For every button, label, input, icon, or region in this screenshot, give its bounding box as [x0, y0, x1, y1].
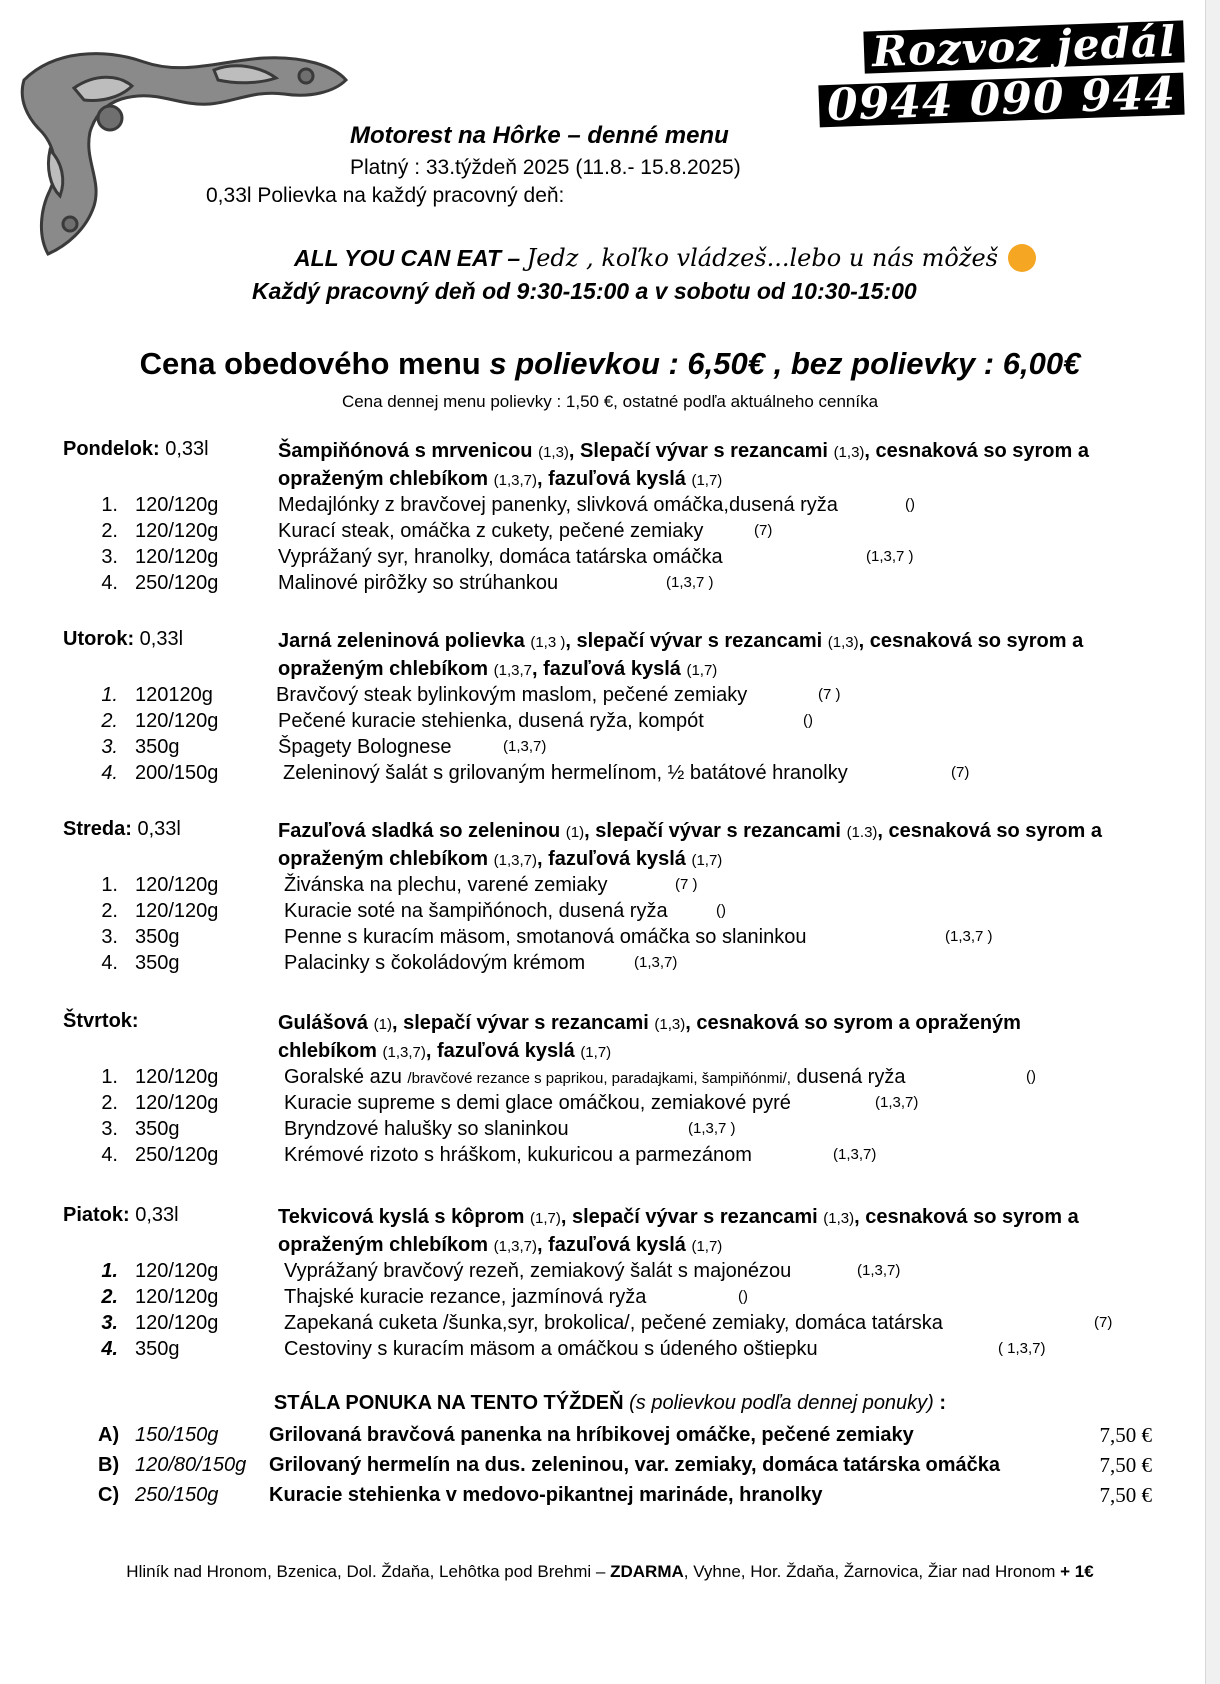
- separator: ,: [425, 1040, 437, 1062]
- soup-list: [278, 1010, 1093, 1066]
- allergen-code: (): [716, 902, 726, 919]
- dish-number: 1.: [101, 1066, 118, 1088]
- dish-number: 2.: [101, 1286, 118, 1308]
- soup-name: Slepačí vývar s rezancami: [580, 440, 828, 462]
- dish-text: Penne s kuracím mäsom, smotanová omáčka so slaninkou: [284, 926, 807, 948]
- dish-name: [284, 924, 806, 950]
- smiley-icon: [1008, 244, 1036, 272]
- dish-number: 3.: [101, 1118, 118, 1140]
- offer-letter: A): [98, 1424, 120, 1446]
- soup-name: cesnaková so syrom a opraženým chlebíkom: [278, 440, 1089, 490]
- allergen-code: (1,3): [823, 1210, 855, 1227]
- ayce-motto: Jedz , koľko vládzeš...lebo u nás môžeš: [526, 244, 998, 272]
- soup-name: cesnaková so syrom a opraženým chlebíkom: [278, 1012, 1021, 1062]
- dish-number: 3.: [101, 926, 118, 948]
- allergen-code: (7): [1094, 1314, 1113, 1331]
- allergen-code: (1,3,7 ): [945, 928, 993, 945]
- dish-weight: 350g: [135, 1118, 180, 1140]
- dish-row: [0, 924, 1220, 950]
- dish-number: 2.: [101, 710, 118, 732]
- offer-letter: C): [98, 1484, 120, 1506]
- allergen-code: (1,3,7): [833, 1146, 877, 1163]
- separator: ,: [685, 1012, 697, 1034]
- dish-row: [0, 1090, 1220, 1116]
- allergen-code: (1,7): [691, 1238, 723, 1255]
- soup-list: [278, 628, 1148, 684]
- dish-number: 4.: [101, 762, 118, 784]
- dish-text: Cestoviny s kuracím mäsom a omáčkou s údeného oštiepku: [284, 1338, 818, 1360]
- soup-name: fazuľová kyslá: [548, 1234, 686, 1256]
- day-name: [63, 1204, 179, 1227]
- dish-weight: 120/120g: [135, 1312, 219, 1334]
- allergen-code: (1,3,7: [493, 662, 532, 679]
- soup-name: Šampiňónová s mrvenicou: [278, 440, 533, 462]
- dish-name: [284, 1116, 569, 1142]
- soup-list: [278, 1204, 1148, 1260]
- dish-row: [0, 1064, 1220, 1090]
- dish-number: 4.: [101, 1144, 118, 1166]
- soup-name: Gulášová: [278, 1012, 369, 1034]
- permanent-offer-heading: [0, 1392, 1220, 1415]
- dish-number: 2.: [101, 1092, 118, 1114]
- allergen-code: (1,7): [686, 662, 718, 679]
- dish-number: 4.: [101, 1338, 118, 1360]
- allergen-code: (1,7): [530, 1210, 561, 1227]
- dish-weight: 350g: [135, 736, 180, 758]
- dish-number: 4.: [101, 952, 118, 974]
- separator: ,: [864, 440, 876, 462]
- dish-weight: 120/120g: [135, 546, 219, 568]
- validity-period: Platný : 33.týždeň 2025 (11.8.- 15.8.2025): [350, 156, 741, 179]
- offer-letter: B): [98, 1454, 120, 1476]
- dish-row: [0, 1310, 1220, 1336]
- separator: ,: [877, 820, 889, 842]
- day-name: [63, 628, 183, 651]
- allergen-code: (): [1026, 1068, 1036, 1085]
- soup-name: slepačí vývar s rezancami: [576, 630, 823, 652]
- soup-name: cesnaková so syrom a opraženým chlebíkom: [278, 820, 1102, 870]
- opening-hours: Každý pracovný deň od 9:30-15:00 a v sobotu od 10:30-15:00: [252, 278, 917, 304]
- dish-row: [0, 492, 1220, 518]
- day-name: [63, 818, 181, 841]
- allergen-code: (1,3,7): [493, 852, 537, 869]
- allergen-code: (1): [565, 824, 585, 841]
- dish-weight: 120/120g: [135, 1286, 219, 1308]
- price-text-c: polievkou : 6,50€ , bez polievky : 6,00€: [506, 346, 1081, 381]
- allergen-code: (7): [754, 522, 773, 539]
- separator: ,: [531, 658, 544, 680]
- soup-name: Jarná zeleninová polievka: [278, 630, 525, 652]
- allergen-code: (1,3): [833, 444, 865, 461]
- dish-row: [0, 708, 1220, 734]
- dish-text: Zapekaná cuketa /šunka,syr, brokolica/, pečené zemiaky, domáca tatárska: [284, 1312, 943, 1334]
- dish-name: [284, 1142, 752, 1168]
- separator: ,: [854, 1206, 866, 1228]
- dish-number: 3.: [101, 1312, 118, 1334]
- allergen-code: (1,3,7 ): [666, 574, 714, 591]
- offer-price: 7,50 €: [1099, 1423, 1152, 1447]
- dish-list: [0, 682, 1220, 786]
- dish-weight: 120/120g: [135, 1066, 219, 1088]
- soup-volume: 0,33l: [135, 1204, 179, 1226]
- dish-row: [0, 682, 1220, 708]
- dish-name: [284, 1064, 905, 1092]
- paid-towns: , Vyhne, Hor. Ždaňa, Žarnovica, Žiar nad Hronom: [683, 1562, 1061, 1581]
- soup-volume: 0,33l: [137, 818, 181, 840]
- price-text-b: s: [489, 346, 507, 381]
- dish-number: 1.: [101, 684, 118, 706]
- allergen-code: (1,7): [691, 852, 723, 869]
- allergen-code: (1,7): [691, 472, 723, 489]
- dish-name: [284, 1310, 943, 1336]
- allergen-code: (1,7): [580, 1044, 612, 1061]
- dish-weight: 120/120g: [135, 710, 219, 732]
- dish-name: [278, 734, 451, 760]
- soup-list: [278, 438, 1148, 494]
- soup-name: slepačí vývar s rezancami: [595, 820, 841, 842]
- dish-text: Zeleninový šalát s grilovaným hermelínom, ½ batátové hranolky: [283, 762, 848, 784]
- dish-row: [0, 570, 1220, 596]
- price-text-a: Cena obedového menu: [139, 346, 490, 381]
- dish-weight: 250/120g: [135, 572, 219, 594]
- separator: ,: [560, 1206, 572, 1228]
- dish-weight: 120/120g: [135, 494, 219, 516]
- dish-text: Krémové rizoto s hráškom, kukuricou a parmezánom: [284, 1144, 752, 1166]
- separator: ,: [565, 630, 577, 652]
- dish-number: 4.: [101, 572, 118, 594]
- allergen-code: (): [803, 712, 813, 729]
- day-name: [63, 438, 209, 461]
- dish-name: [284, 1284, 646, 1310]
- separator: ,: [584, 820, 596, 842]
- allergen-code: (1,3): [654, 1016, 686, 1033]
- permanent-heading-text: STÁLA PONUKA NA TENTO TÝŽDEŇ: [273, 1392, 624, 1414]
- dish-name: [284, 1336, 818, 1362]
- day-name: [63, 1010, 139, 1033]
- all-you-can-eat-line: [294, 244, 1036, 274]
- soup-note: 0,33l Polievka na každý pracovný deň:: [206, 184, 565, 207]
- separator: ,: [858, 630, 870, 652]
- dish-weight: 120/120g: [135, 1092, 219, 1114]
- dish-row: [0, 1116, 1220, 1142]
- soup-name: fazuľová kyslá: [436, 1040, 575, 1062]
- dish-list: [0, 492, 1220, 596]
- dish-text: Vyprážaný bravčový rezeň, zemiakový šalát s majonézou: [284, 1260, 792, 1282]
- soup-name: Tekvicová kyslá s kôprom: [278, 1206, 525, 1228]
- soup-name: slepačí vývar s rezancami: [571, 1206, 818, 1228]
- dish-row: [0, 760, 1220, 786]
- dish-name: [284, 950, 585, 976]
- dish-name: [278, 570, 558, 596]
- permanent-offer-row: [0, 1420, 1220, 1450]
- allergen-code: (1,3): [538, 444, 569, 461]
- paid-label: + 1€: [1060, 1562, 1094, 1581]
- dish-row: [0, 950, 1220, 976]
- menu-price: [0, 346, 1220, 382]
- allergen-code: (): [738, 1288, 748, 1305]
- dish-text: Goralské azu: [284, 1066, 402, 1088]
- dish-text: Medajlónky z bravčovej panenky, slivková omáčka,dusená ryža: [278, 494, 838, 516]
- offer-dish: Kuracie stehienka v medovo-pikantnej marináde, hranolky: [269, 1484, 823, 1506]
- allergen-code: (1,3,7): [493, 472, 537, 489]
- soup-volume: 0,33l: [165, 438, 209, 460]
- allergen-code: (1,3): [827, 634, 859, 651]
- dish-number: 1.: [101, 1260, 118, 1282]
- dish-row: [0, 1284, 1220, 1310]
- dish-name: [278, 708, 704, 734]
- allergen-code: (7 ): [818, 686, 841, 703]
- dish-row: [0, 544, 1220, 570]
- allergen-code: (1,3,7): [857, 1262, 901, 1279]
- dish-weight: 120/120g: [135, 1260, 219, 1282]
- permanent-offer-row: [0, 1480, 1220, 1510]
- corner-ornament-icon: [14, 40, 354, 260]
- dish-list: [0, 872, 1220, 976]
- separator: ,: [391, 1012, 404, 1034]
- dish-number: 3.: [101, 736, 118, 758]
- day-label: Piatok:: [63, 1204, 130, 1226]
- dish-name: [284, 1090, 791, 1116]
- dish-number: 1.: [101, 874, 118, 896]
- delivery-label: Rozvoz jedál: [863, 20, 1184, 73]
- soup-name: fazuľová kyslá: [548, 848, 686, 870]
- dish-text: Špagety Bolognese: [278, 736, 452, 758]
- dish-weight: 200/150g: [135, 762, 219, 784]
- soup-name: fazuľová kyslá: [543, 658, 681, 680]
- soup-volume: 0,33l: [139, 628, 184, 650]
- dish-row: [0, 1258, 1220, 1284]
- offer-price: 7,50 €: [1099, 1483, 1152, 1507]
- free-label: ZDARMA: [610, 1562, 684, 1581]
- dish-name: [283, 760, 848, 786]
- dish-number: 2.: [101, 900, 118, 922]
- price-note: Cena dennej menu polievky : 1,50 €, ostatné podľa aktuálneho cenníka: [341, 392, 879, 411]
- dish-detail: /bravčové rezance s paprikou, paradajkami, šampiňónmi/,: [407, 1070, 791, 1087]
- dish-list: [0, 1258, 1220, 1362]
- allergen-code: (1,3,7): [503, 738, 547, 755]
- dish-number: 2.: [101, 520, 118, 542]
- allergen-code: (1.3): [846, 824, 878, 841]
- soup-name: Fazuľová sladká so zeleninou: [278, 820, 561, 842]
- offer-dish: Grilovaná bravčová panenka na hríbikovej omáčke, pečené zemiaky: [269, 1424, 914, 1446]
- dish-text: Malinové pirôžky so strúhankou: [278, 572, 559, 594]
- allergen-code: (7 ): [675, 876, 698, 893]
- dish-row: [0, 872, 1220, 898]
- allergen-code: (1,3,7 ): [688, 1120, 736, 1137]
- allergen-code: (7): [951, 764, 970, 781]
- separator: ,: [568, 440, 581, 462]
- dish-row: [0, 1336, 1220, 1362]
- dish-text: Thajské kuracie rezance, jazmínová ryža: [284, 1286, 647, 1308]
- dish-text: Vyprážaný syr, hranolky, domáca tatárska omáčka: [278, 546, 723, 568]
- offer-price: 7,50 €: [1099, 1453, 1152, 1477]
- dish-text: Kuracie supreme s demi glace omáčkou, zemiakové pyré: [284, 1092, 791, 1114]
- separator: ,: [536, 848, 549, 870]
- dish-name: [284, 898, 668, 924]
- dish-row: [0, 518, 1220, 544]
- dish-weight: 350g: [135, 1338, 180, 1360]
- dish-name: [278, 518, 703, 544]
- dish-text: Kuracie soté na šampiňónoch, dusená ryža: [284, 900, 668, 922]
- dish-name: [278, 492, 838, 518]
- day-label: Streda:: [63, 818, 132, 840]
- separator: ,: [536, 1234, 549, 1256]
- day-label: Štvrtok:: [63, 1010, 139, 1032]
- dish-row: [0, 1142, 1220, 1168]
- soup-name: cesnaková so syrom a opraženým chlebíkom: [278, 630, 1084, 680]
- dish-text: Pečené kuracie stehienka, dusená ryža, kompót: [278, 710, 704, 732]
- dish-text: Palacinky s čokoládovým krémom: [284, 952, 586, 974]
- allergen-code: ( 1,3,7): [998, 1340, 1046, 1357]
- permanent-heading-note: (s polievkou podľa dennej ponuky): [629, 1392, 934, 1414]
- dish-number: 3.: [101, 546, 118, 568]
- dish-name: [278, 544, 723, 570]
- dish-weight: 350g: [135, 952, 180, 974]
- dish-name: [284, 1258, 791, 1284]
- dish-text: Bravčový steak bylinkovým maslom, pečené zemiaky: [276, 684, 748, 706]
- delivery-footer: [0, 1562, 1220, 1582]
- day-label: Utorok:: [63, 628, 135, 650]
- offer-weight: 250/150g: [135, 1484, 219, 1506]
- dish-name: [284, 872, 608, 898]
- dish-weight: 350g: [135, 926, 180, 948]
- dish-weight: 120/120g: [135, 520, 219, 542]
- free-towns: Hliník nad Hronom, Bzenica, Dol. Ždaňa, Lehôtka pod Brehmi –: [126, 1562, 611, 1581]
- allergen-code: (1): [373, 1016, 392, 1033]
- permanent-offer-row: [0, 1450, 1220, 1480]
- allergen-code: (1,3 ): [530, 634, 566, 651]
- dish-row: [0, 898, 1220, 924]
- delivery-phone: 0944 090 944: [819, 73, 1185, 128]
- day-label: Pondelok:: [63, 438, 160, 460]
- allergen-code: (1,3,7): [875, 1094, 919, 1111]
- allergen-code: (1,3,7 ): [866, 548, 914, 565]
- allergen-code: (): [905, 496, 915, 513]
- dish-weight: 120120g: [135, 684, 213, 706]
- offer-weight: 120/80/150g: [135, 1454, 247, 1476]
- allergen-code: (1,3,7): [493, 1238, 537, 1255]
- soup-list: [278, 818, 1148, 874]
- dish-weight: 120/120g: [135, 874, 219, 896]
- ayce-label: ALL YOU CAN EAT –: [294, 245, 521, 271]
- dish-weight: 250/120g: [135, 1144, 219, 1166]
- dish-side: dusená ryža: [796, 1066, 906, 1088]
- dish-weight: 120/120g: [135, 900, 219, 922]
- offer-weight: 150/150g: [135, 1424, 219, 1446]
- delivery-stamp: [819, 16, 1184, 132]
- allergen-code: (1,3,7): [634, 954, 678, 971]
- soup-name: slepačí vývar s rezancami: [403, 1012, 649, 1034]
- dish-number: 1.: [101, 494, 118, 516]
- soup-name: fazuľová kyslá: [548, 468, 686, 490]
- dish-text: Kurací steak, omáčka z cukety, pečené zemiaky: [278, 520, 704, 542]
- page-title: Motorest na Hôrke – denné menu: [350, 122, 729, 149]
- dish-text: Živánska na plechu, varené zemiaky: [284, 874, 608, 896]
- separator: ,: [536, 468, 549, 490]
- dish-row: [0, 734, 1220, 760]
- permanent-heading-colon: :: [933, 1392, 947, 1414]
- dish-name: [276, 682, 747, 708]
- dish-list: [0, 1064, 1220, 1168]
- allergen-code: (1,3,7): [382, 1044, 426, 1061]
- offer-dish: Grilovaný hermelín na dus. zeleninou, var. zemiaky, domáca tatárska omáčka: [269, 1454, 1001, 1476]
- dish-text: Bryndzové halušky so slaninkou: [284, 1118, 569, 1140]
- soup-name: cesnaková so syrom a opraženým chlebíkom: [278, 1206, 1079, 1256]
